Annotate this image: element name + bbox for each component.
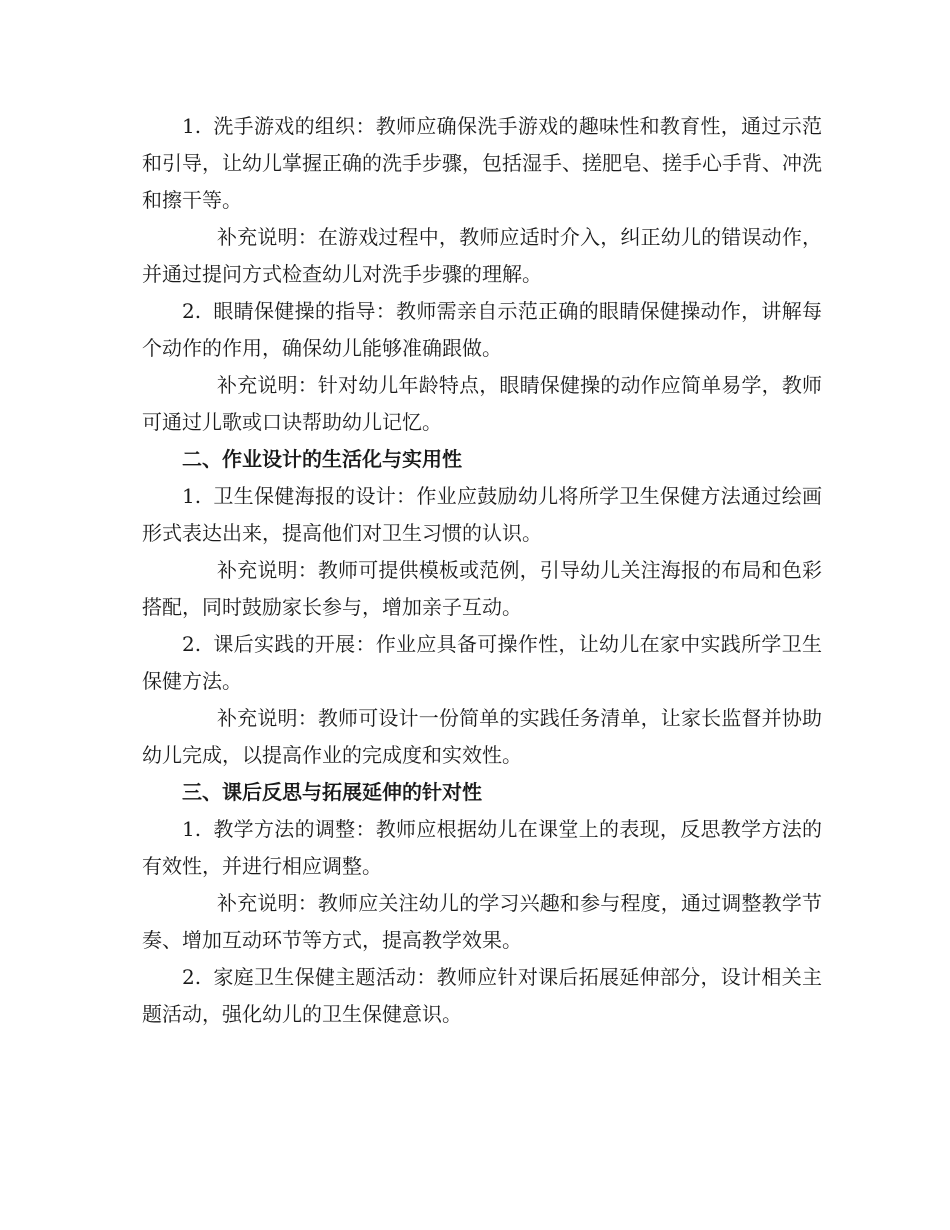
item-number: 1. <box>182 484 202 508</box>
supplementary-note: 补充说明：针对幼儿年龄特点，眼睛保健操的动作应简单易学，教师可通过儿歌或口诀帮助幼儿记忆。 <box>142 373 822 434</box>
supplementary-note: 补充说明：教师可提供模板或范例，引导幼儿关注海报的布局和色彩搭配，同时鼓励家长参与，增加亲子互动。 <box>142 558 822 619</box>
section-heading: 三、课后反思与拓展延伸的针对性 <box>182 780 482 804</box>
item-text: 眼睛保健操的指导：教师需亲自示范正确的眼睛保健操动作，讲解每个动作的作用，确保幼儿能够准确跟做。 <box>142 299 822 360</box>
supplementary-note: 补充说明：教师应关注幼儿的学习兴趣和参与程度，通过调整教学节奏、增加互动环节等方式，提高教学效果。 <box>142 891 822 952</box>
item-text: 卫生保健海报的设计：作业应鼓励幼儿将所学卫生保健方法通过绘画形式表达出来，提高他们对卫生习惯的认识。 <box>142 484 822 545</box>
item-number: 2. <box>182 299 202 323</box>
list-item <box>142 626 822 700</box>
supplementary-note: 补充说明：教师可设计一份简单的实践任务清单，让家长监督并协助幼儿完成，以提高作业的完成度和实效性。 <box>142 706 822 767</box>
item-number: 1. <box>182 817 202 841</box>
item-number: 1. <box>182 114 202 138</box>
item-number: 2. <box>182 965 202 989</box>
item-text: 家庭卫生保健主题活动：教师应针对课后拓展延伸部分，设计相关主题活动，强化幼儿的卫生保健意识。 <box>142 965 822 1026</box>
list-item <box>142 108 822 219</box>
item-text: 洗手游戏的组织：教师应确保洗手游戏的趣味性和教育性，通过示范和引导，让幼儿掌握正确的洗手步骤，包括湿手、搓肥皂、搓手心手背、冲洗和擦干等。 <box>142 114 822 212</box>
item-number: 2. <box>182 632 202 656</box>
list-item <box>142 959 822 1033</box>
list-item <box>142 811 822 885</box>
item-text: 课后实践的开展：作业应具备可操作性，让幼儿在家中实践所学卫生保健方法。 <box>142 632 822 693</box>
section-heading: 二、作业设计的生活化与实用性 <box>182 447 462 471</box>
item-text: 教学方法的调整：教师应根据幼儿在课堂上的表现，反思教学方法的有效性，并进行相应调整。 <box>142 817 822 878</box>
document-body <box>142 108 822 1033</box>
list-item <box>142 478 822 552</box>
list-item <box>142 293 822 367</box>
supplementary-note: 补充说明：在游戏过程中，教师应适时介入，纠正幼儿的错误动作，并通过提问方式检查幼儿对洗手步骤的理解。 <box>142 225 822 286</box>
